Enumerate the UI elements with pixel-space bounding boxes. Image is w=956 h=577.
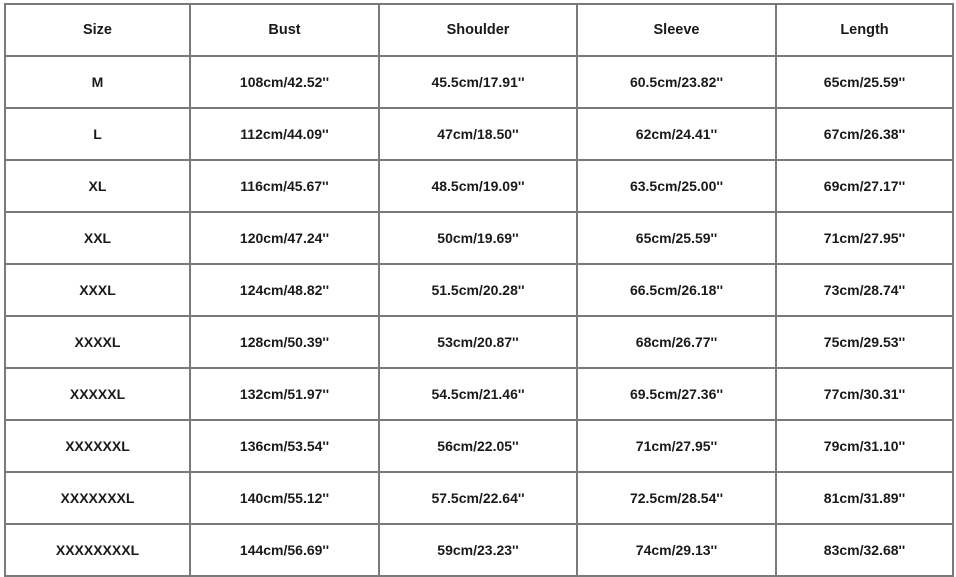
length-cell: 79cm/31.10''	[776, 420, 953, 472]
bust-cell: 120cm/47.24''	[190, 212, 379, 264]
sleeve-cell: 71cm/27.95''	[577, 420, 776, 472]
header-row	[5, 4, 953, 56]
size-cell: XL	[5, 160, 190, 212]
shoulder-cell: 56cm/22.05''	[379, 420, 577, 472]
shoulder-cell: 57.5cm/22.64''	[379, 472, 577, 524]
size-cell: XXXXL	[5, 316, 190, 368]
sleeve-cell: 72.5cm/28.54''	[577, 472, 776, 524]
size-cell: XXXXXXXL	[5, 472, 190, 524]
header-sleeve: Sleeve	[577, 4, 776, 56]
sleeve-cell: 68cm/26.77''	[577, 316, 776, 368]
table-row	[5, 524, 953, 576]
bust-cell: 140cm/55.12''	[190, 472, 379, 524]
sleeve-cell: 69.5cm/27.36''	[577, 368, 776, 420]
header-bust: Bust	[190, 4, 379, 56]
shoulder-cell: 47cm/18.50''	[379, 108, 577, 160]
size-cell: XXXXXXXXL	[5, 524, 190, 576]
length-cell: 69cm/27.17''	[776, 160, 953, 212]
table-row	[5, 368, 953, 420]
sleeve-cell: 62cm/24.41''	[577, 108, 776, 160]
shoulder-cell: 48.5cm/19.09''	[379, 160, 577, 212]
table-row	[5, 160, 953, 212]
size-chart-table	[4, 3, 954, 577]
bust-cell: 132cm/51.97''	[190, 368, 379, 420]
table-row	[5, 56, 953, 108]
length-cell: 81cm/31.89''	[776, 472, 953, 524]
bust-cell: 144cm/56.69''	[190, 524, 379, 576]
shoulder-cell: 59cm/23.23''	[379, 524, 577, 576]
table-row	[5, 108, 953, 160]
bust-cell: 136cm/53.54''	[190, 420, 379, 472]
table-body	[5, 56, 953, 576]
bust-cell: 116cm/45.67''	[190, 160, 379, 212]
table-row	[5, 472, 953, 524]
size-cell: L	[5, 108, 190, 160]
length-cell: 83cm/32.68''	[776, 524, 953, 576]
length-cell: 67cm/26.38''	[776, 108, 953, 160]
sleeve-cell: 66.5cm/26.18''	[577, 264, 776, 316]
length-cell: 77cm/30.31''	[776, 368, 953, 420]
header-length: Length	[776, 4, 953, 56]
shoulder-cell: 54.5cm/21.46''	[379, 368, 577, 420]
bust-cell: 108cm/42.52''	[190, 56, 379, 108]
header-shoulder: Shoulder	[379, 4, 577, 56]
length-cell: 65cm/25.59''	[776, 56, 953, 108]
table-row	[5, 212, 953, 264]
size-cell: XXXL	[5, 264, 190, 316]
sleeve-cell: 65cm/25.59''	[577, 212, 776, 264]
table-row	[5, 264, 953, 316]
sleeve-cell: 74cm/29.13''	[577, 524, 776, 576]
length-cell: 71cm/27.95''	[776, 212, 953, 264]
bust-cell: 128cm/50.39''	[190, 316, 379, 368]
size-cell: XXXXXL	[5, 368, 190, 420]
shoulder-cell: 45.5cm/17.91''	[379, 56, 577, 108]
header-size: Size	[5, 4, 190, 56]
table-row	[5, 420, 953, 472]
bust-cell: 112cm/44.09''	[190, 108, 379, 160]
shoulder-cell: 50cm/19.69''	[379, 212, 577, 264]
table-header	[5, 4, 953, 56]
table-row	[5, 316, 953, 368]
size-cell: XXL	[5, 212, 190, 264]
length-cell: 73cm/28.74''	[776, 264, 953, 316]
length-cell: 75cm/29.53''	[776, 316, 953, 368]
sleeve-cell: 63.5cm/25.00''	[577, 160, 776, 212]
size-cell: M	[5, 56, 190, 108]
bust-cell: 124cm/48.82''	[190, 264, 379, 316]
sleeve-cell: 60.5cm/23.82''	[577, 56, 776, 108]
shoulder-cell: 53cm/20.87''	[379, 316, 577, 368]
shoulder-cell: 51.5cm/20.28''	[379, 264, 577, 316]
size-cell: XXXXXXL	[5, 420, 190, 472]
